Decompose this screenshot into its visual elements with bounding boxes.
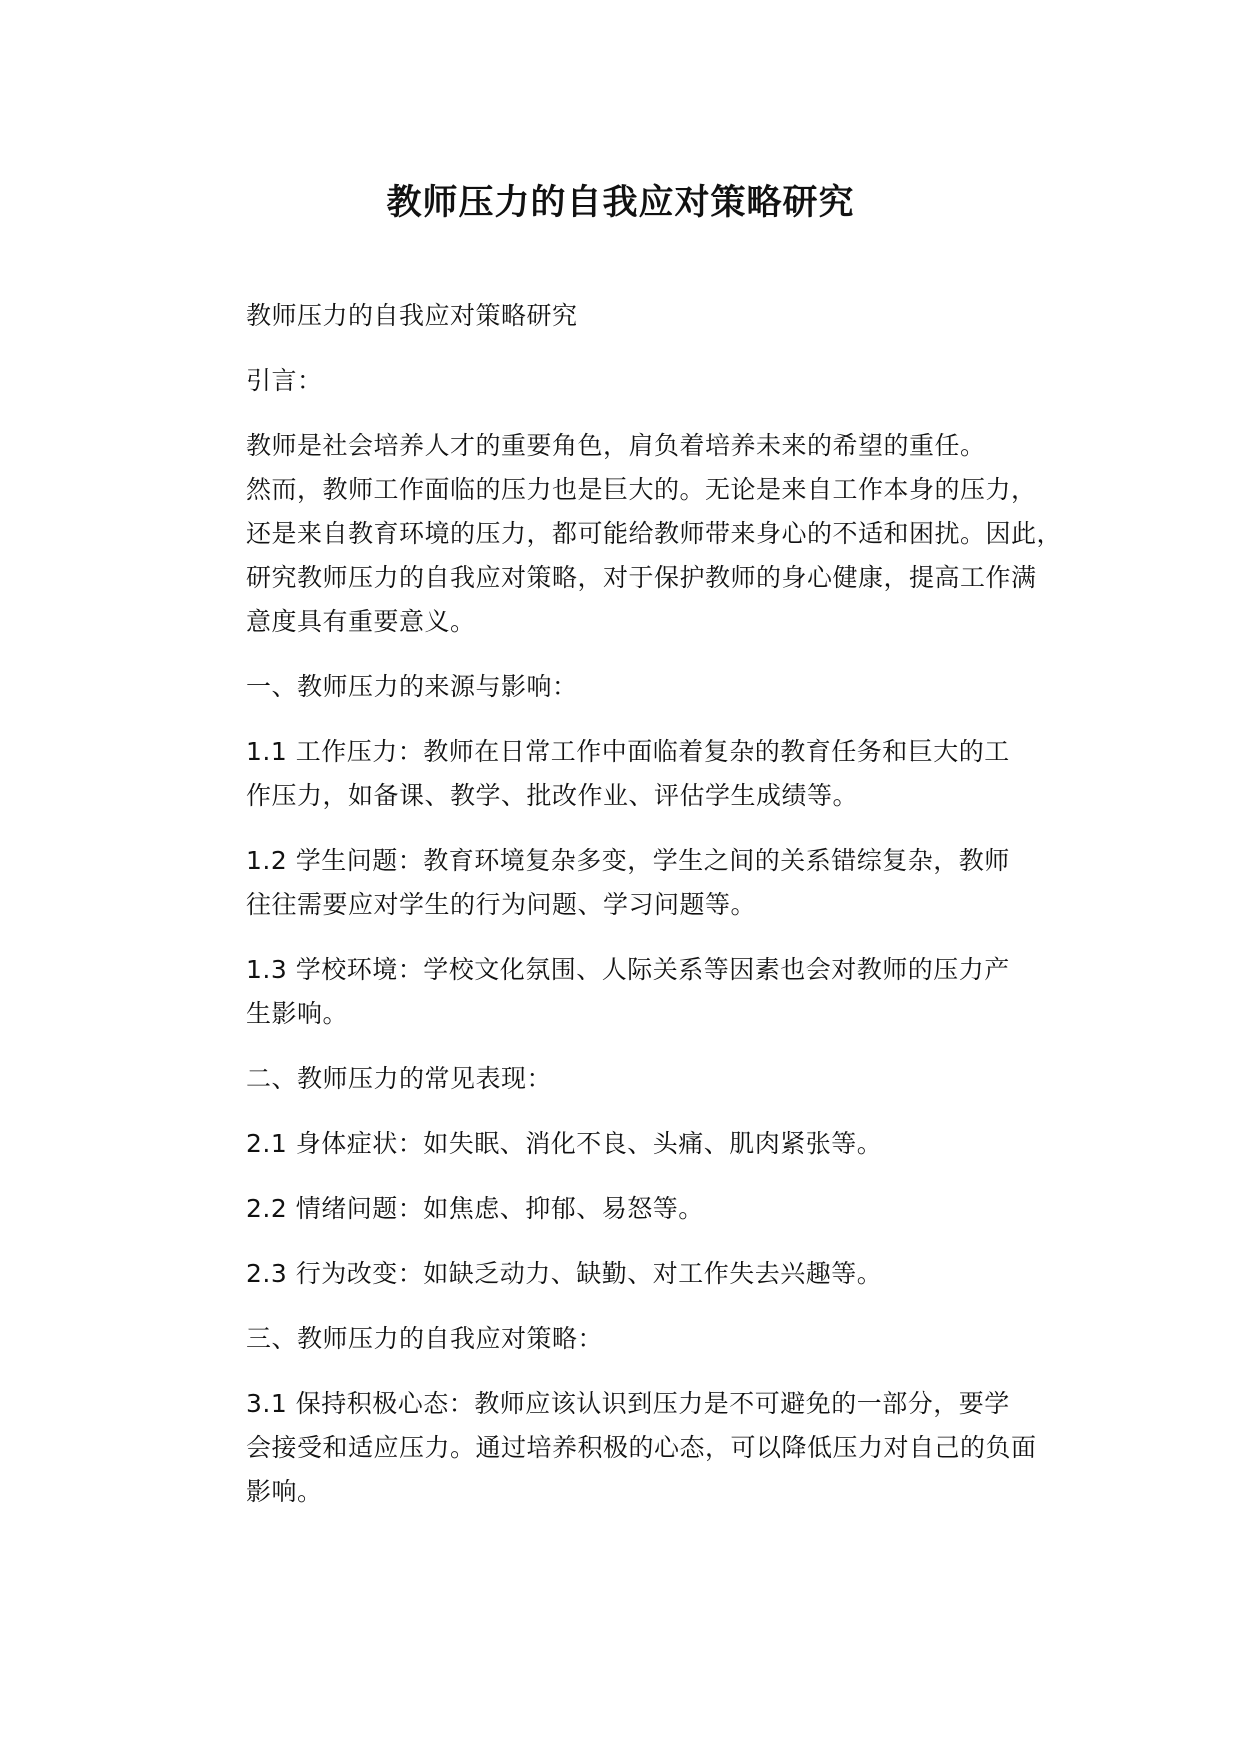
paragraph [188,1187,1078,1231]
paragraph-line: 生影响。 [246,999,349,1028]
paragraph [188,1122,1078,1166]
paragraph-line: 2.1 身体症状：如失眠、消化不良、头痛、肌肉紧张等。 [246,1129,883,1158]
paragraph [188,1057,1078,1101]
paragraph-line: 往往需要应对学生的行为问题、学习问题等。 [246,890,757,919]
paragraph-line: 会接受和适应压力。通过培养积极的心态，可以降低压力对自己的负面 [246,1433,1037,1462]
paragraph [188,294,1078,338]
paragraph-line: 一、教师压力的来源与影响： [246,672,578,701]
paragraph-line: 引言： [246,366,323,395]
document-title: 教师压力的自我应对策略研究 [386,183,855,223]
paragraph-line: 意度具有重要意义。 [246,607,476,636]
paragraph [188,1382,1078,1514]
paragraph-line: 3.1 保持积极心态：教师应该认识到压力是不可避免的一部分，要学 [246,1389,1010,1418]
paragraph-line: 二、教师压力的常见表现： [246,1064,553,1093]
document-body [188,294,1078,1535]
paragraph [188,359,1078,403]
paragraph [188,665,1078,709]
paragraph-line: 然而，教师工作面临的压力也是巨大的。无论是来自工作本身的压力， [246,475,1037,504]
paragraph-line: 1.3 学校环境：学校文化氛围、人际关系等因素也会对教师的压力产 [246,955,1010,984]
paragraph-line: 教师压力的自我应对策略研究 [246,301,578,330]
paragraph-line: 三、教师压力的自我应对策略： [246,1324,604,1353]
paragraph-line: 1.2 学生问题：教育环境复杂多变，学生之间的关系错综复杂，教师 [246,846,1010,875]
paragraph [188,424,1078,644]
paragraph-line: 作压力，如备课、教学、批改作业、评估学生成绩等。 [246,781,859,810]
paragraph [188,1317,1078,1361]
paragraph-line: 影响。 [246,1477,323,1506]
paragraph-line: 教师是社会培养人才的重要角色，肩负着培养未来的希望的重任。 [246,431,986,460]
paragraph [188,948,1078,1036]
paragraph-line: 2.3 行为改变：如缺乏动力、缺勤、对工作失去兴趣等。 [246,1259,883,1288]
paragraph [188,839,1078,927]
paragraph-line: 研究教师压力的自我应对策略，对于保护教师的身心健康，提高工作满 [246,563,1037,592]
paragraph [188,730,1078,818]
paragraph [188,1252,1078,1296]
paragraph-line: 还是来自教育环境的压力，都可能给教师带来身心的不适和困扰。因此， [246,519,1063,548]
paragraph-line: 1.1 工作压力：教师在日常工作中面临着复杂的教育任务和巨大的工 [246,737,1010,766]
paragraph-line: 2.2 情绪问题：如焦虑、抑郁、易怒等。 [246,1194,704,1223]
